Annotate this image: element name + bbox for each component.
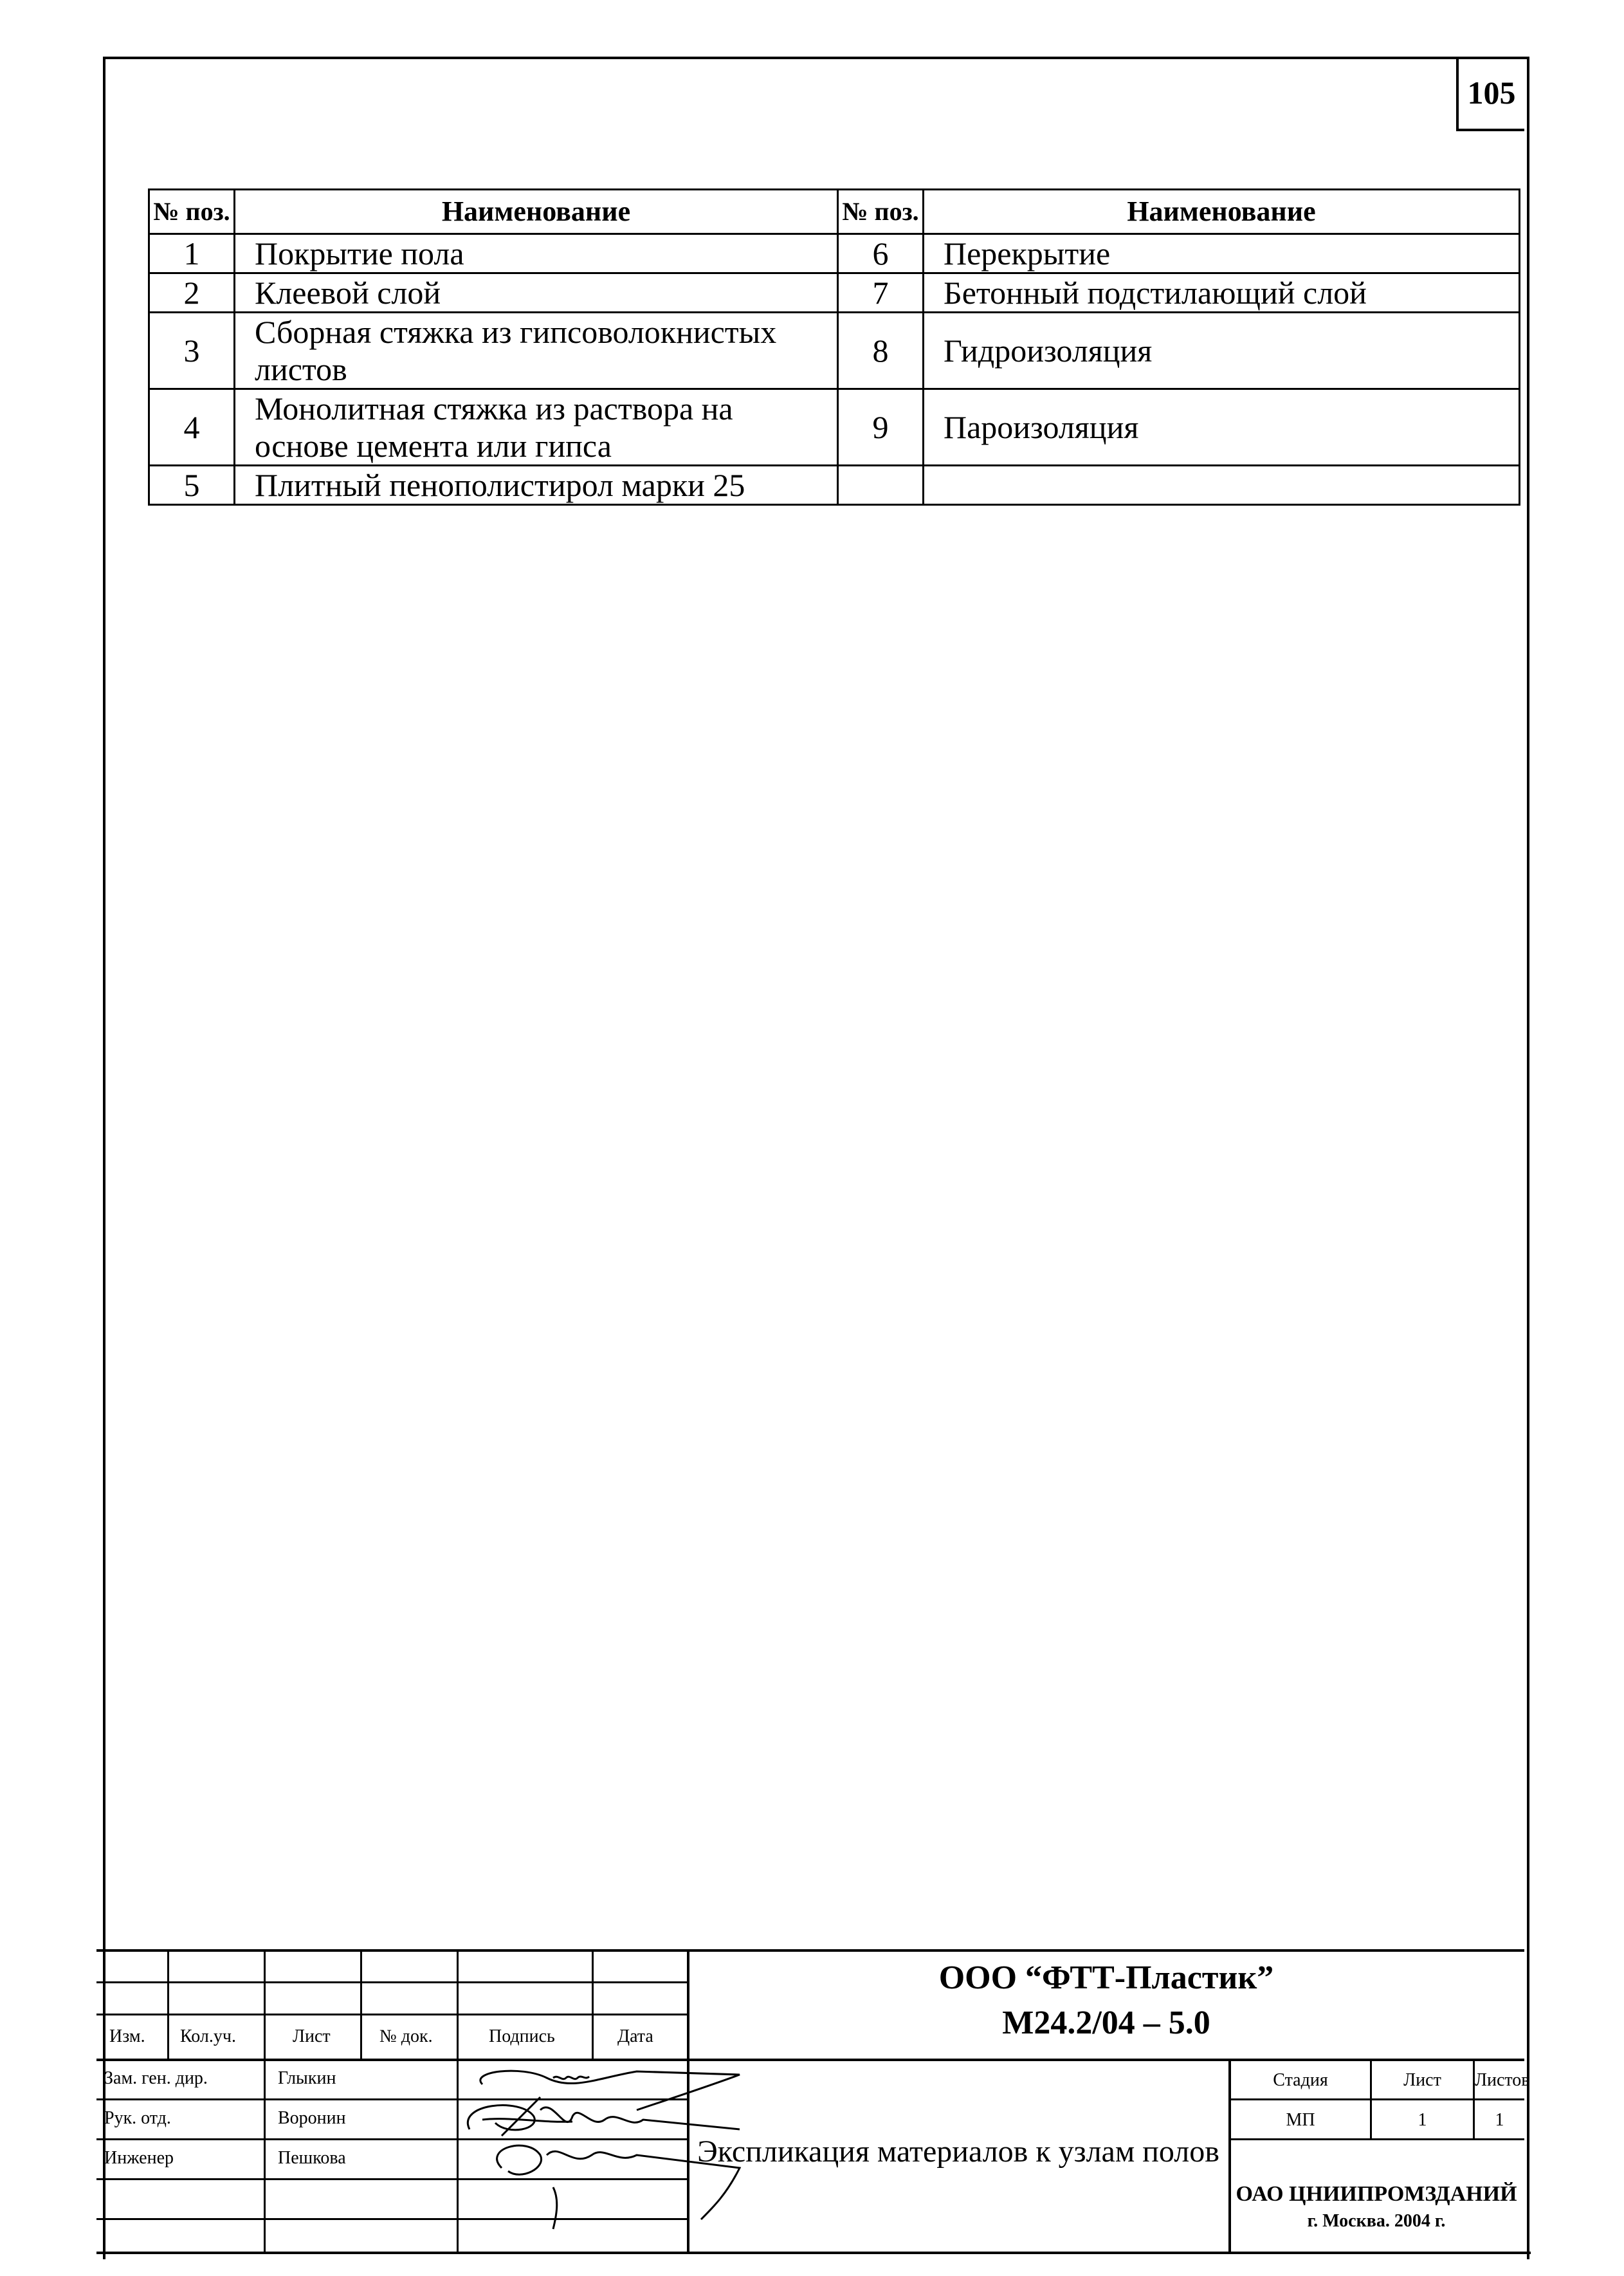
org-title-block [688,1956,1524,2046]
header-num-right: № поз. [838,190,924,234]
row-num-left: 3 [149,313,235,389]
stamp-line [1228,2098,1524,2100]
table-row [149,466,1520,505]
stamp-role: Инженер [104,2148,174,2168]
stamp-line [96,1981,688,1983]
stamp-col-kol-uch: Кол.уч. [180,2026,236,2046]
title-block [96,1949,1530,2254]
row-num-right: 7 [838,273,924,313]
stamp-col-list: Лист [293,2026,331,2046]
row-num-left: 5 [149,466,235,505]
sheet-header: Лист [1403,2070,1441,2090]
stamp-col-izm: Изм. [109,2026,145,2046]
stamp-line [264,1949,266,2254]
row-name-right: Перекрытие [924,234,1520,273]
stage-value: МП [1286,2110,1315,2130]
row-num-left: 4 [149,389,235,466]
table-row [149,273,1520,313]
row-name-left: Покрытие пола [235,234,838,273]
doc-name: Экспликация материалов к узлам полов [697,2134,1219,2169]
stamp-person: Пешкова [278,2148,346,2168]
stamp-line [1228,2138,1524,2140]
row-name-left: Клеевой слой [235,273,838,313]
stamp-role: Рук. отд. [104,2108,171,2128]
stamp-person: Воронин [278,2108,346,2128]
row-name-left: Плитный пенополистирол марки 25 [235,466,838,505]
company-city: г. Москва. 2004 г. [1307,2211,1446,2231]
stamp-line [96,2014,688,2015]
page-number: 105 [1456,57,1524,131]
stamp-col-n-dok: № док. [379,2026,433,2046]
row-num-right: 6 [838,234,924,273]
stamp-line [167,1949,169,2059]
doc-code: М24.2/04 – 5.0 [1002,2005,1210,2041]
row-name-left: Монолитная стяжка из раствора на основе цемента или гипса [235,389,838,466]
row-num-right [838,466,924,505]
table-row [149,389,1520,466]
org-title: ООО “ФТТ-Пластик” [938,1959,1274,1996]
stamp-line [96,2059,1524,2061]
stamp-line [360,1949,362,2059]
company-name: ОАО ЦНИИПРОМЗДАНИЙ [1236,2182,1517,2206]
sheet-value: 1 [1418,2110,1427,2130]
stamp-line [96,1949,1524,1952]
header-name-left: Наименование [235,190,838,234]
row-num-right: 8 [838,313,924,389]
row-name-left: Сборная стяжка из гипсоволокнистых листов [235,313,838,389]
row-name-right: Пароизоляция [924,389,1520,466]
row-num-left: 1 [149,234,235,273]
stamp-person: Глыкин [278,2068,336,2088]
stamp-col-podpis: Подпись [489,2026,555,2046]
stamp-role: Зам. ген. дир. [104,2068,208,2088]
row-num-left: 2 [149,273,235,313]
table-row [149,313,1520,389]
sheets-value: 1 [1495,2110,1504,2130]
stamp-line [592,1949,594,2059]
row-name-right [924,466,1520,505]
row-name-right: Гидроизоляция [924,313,1520,389]
header-name-right: Наименование [924,190,1520,234]
row-name-right: Бетонный подстилающий слой [924,273,1520,313]
table-row [149,234,1520,273]
table-header-row [149,190,1520,234]
sheets-header: Листов [1475,2070,1530,2090]
row-num-right: 9 [838,389,924,466]
stage-header: Стадия [1273,2070,1328,2090]
materials-table [148,188,1520,506]
stamp-col-data: Дата [617,2026,653,2046]
header-num-left: № поз. [149,190,235,234]
company-block [1228,2181,1524,2235]
